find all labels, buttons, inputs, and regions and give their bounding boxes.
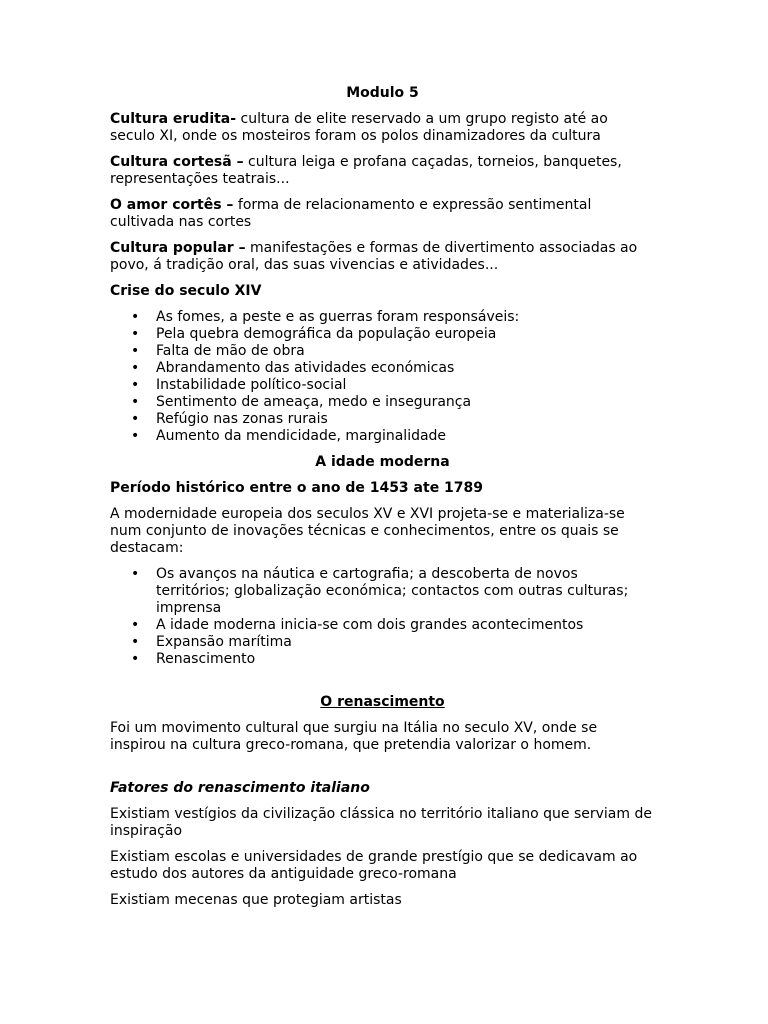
definition-text: forma de relacionamento e expressão sentimental cultivada nas cortes bbox=[110, 197, 592, 230]
renascimento-text: Foi um movimento cultural que surgiu na Itália no seculo XV, onde se inspirou na cultura greco-romana, que pretendia valorizar o homem. bbox=[110, 720, 598, 753]
fatores-paragraph: Existiam vestígios da civilização clássica no território italiano que serviam de inspiração bbox=[110, 806, 652, 839]
definition-term: Cultura cortesã – bbox=[110, 154, 244, 170]
spacer bbox=[110, 763, 655, 780]
idade-moderna-list bbox=[110, 566, 655, 668]
definition-text: manifestações e formas de divertimento associadas ao povo, á tradição oral, das suas vivencias e atividades... bbox=[110, 240, 638, 273]
document-body bbox=[110, 85, 655, 918]
list-item: • Instabilidade político-social bbox=[156, 377, 655, 394]
list-item: • Falta de mão de obra bbox=[156, 343, 655, 360]
fatores-heading: Fatores do renascimento italiano bbox=[110, 780, 370, 796]
definition-term: Cultura popular – bbox=[110, 240, 246, 256]
definition-cultura-cortesa bbox=[110, 154, 655, 188]
crise-heading: Crise do seculo XIV bbox=[110, 283, 262, 299]
definition-text: cultura leiga e profana caçadas, torneios, banquetes, representações teatrais... bbox=[110, 154, 622, 187]
definition-term: O amor cortês – bbox=[110, 197, 234, 213]
list-item: • Pela quebra demográfica da população europeia bbox=[156, 326, 655, 343]
list-item: • Refúgio nas zonas rurais bbox=[156, 411, 655, 428]
list-item: • Sentimento de ameaça, medo e insegurança bbox=[156, 394, 655, 411]
list-item: • Os avanços na náutica e cartografia; a descoberta de novos territórios; globalização económica; contactos com outras culturas; imprensa bbox=[156, 566, 655, 617]
idade-moderna-heading: A idade moderna bbox=[315, 454, 450, 470]
list-item: • Expansão marítima bbox=[156, 634, 655, 651]
definition-term: Cultura erudita- bbox=[110, 111, 237, 127]
definition-cultura-erudita bbox=[110, 111, 655, 145]
list-item: • Aumento da mendicidade, marginalidade bbox=[156, 428, 655, 445]
list-item: • Abrandamento das atividades económicas bbox=[156, 360, 655, 377]
document-title: Modulo 5 bbox=[346, 85, 419, 101]
idade-moderna-intro: A modernidade europeia dos seculos XV e XVI projeta-se e materializa-se num conjunto de inovações técnicas e conhecimentos, entre os quais se destacam: bbox=[110, 506, 625, 556]
periodo-heading: Período histórico entre o ano de 1453 ate 1789 bbox=[110, 480, 484, 496]
definition-text: cultura de elite reservado a um grupo registo até ao seculo XI, onde os mosteiros foram os polos dinamizadores da cultura bbox=[110, 111, 608, 144]
list-item: • A idade moderna inicia-se com dois grandes acontecimentos bbox=[156, 617, 655, 634]
fatores-paragraph: Existiam mecenas que protegiam artistas bbox=[110, 892, 402, 908]
crise-list bbox=[110, 309, 655, 445]
fatores-paragraph: Existiam escolas e universidades de grande prestígio que se dedicavam ao estudo dos autores da antiguidade greco-romana bbox=[110, 849, 638, 882]
definition-amor-cortes bbox=[110, 197, 655, 231]
list-item: • Renascimento bbox=[156, 651, 655, 668]
list-item: • As fomes, a peste e as guerras foram responsáveis: bbox=[156, 309, 655, 326]
renascimento-heading: O renascimento bbox=[320, 694, 445, 710]
definition-cultura-popular bbox=[110, 240, 655, 274]
spacer bbox=[110, 677, 655, 694]
